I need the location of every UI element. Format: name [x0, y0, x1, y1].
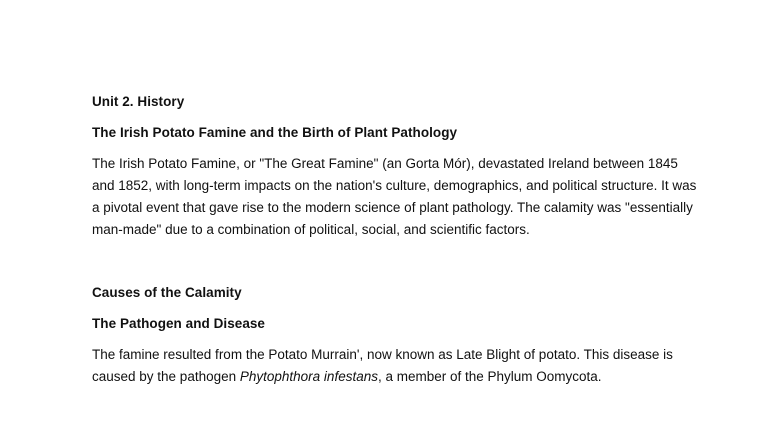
- famine-paragraph: [92, 344, 702, 388]
- famine-paragraph-text-start: The famine resulted from the Potato Murrain', now known as Late Blight of potato. This disease is caused by the pathogen: [92, 347, 673, 384]
- unit-heading: Unit 2. History: [92, 94, 185, 109]
- causes-heading: Causes of the Calamity: [92, 285, 242, 300]
- pathogen-species-name: Phytophthora infestans: [239, 369, 378, 384]
- pathogen-heading: The Pathogen and Disease: [92, 316, 265, 331]
- section-title: The Irish Potato Famine and the Birth of Plant Pathology: [92, 125, 458, 140]
- intro-paragraph: The Irish Potato Famine, or "The Great Famine" (an Gorta Mór), devastated Ireland between 1845 and 1852, with long-term impacts on the nation's culture, demographics, and political structure. It was a pivotal event that gave rise to the modern science of plant pathology. The calamity was "essentially man-made" due to a combination of political, social, and scientific factors.: [92, 156, 697, 237]
- famine-paragraph-text-end: , a member of the Phylum Oomycota.: [377, 369, 602, 384]
- document-body: [92, 92, 702, 388]
